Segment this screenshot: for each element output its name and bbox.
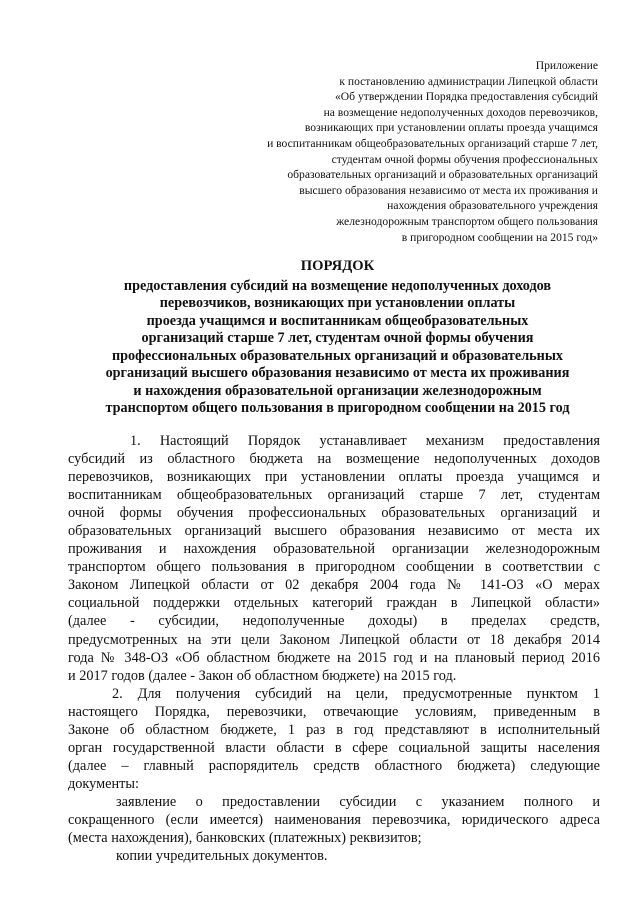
- paragraph-1: [68, 432, 600, 685]
- document-body: [68, 432, 600, 865]
- title-line: предоставления субсидий на возмещение недополученных доходов: [123, 277, 552, 294]
- text-line: сокращенного (если имеется) наименования перевозчика, юридического адреса: [68, 811, 600, 828]
- text-line: воспитанникам общеобразовательных организаций старше 7 лет, студентам: [68, 487, 600, 504]
- appendix-line: возникающих при установлении оплаты проезда учащимся: [304, 121, 598, 135]
- text-line: (места нахождения), банковских (платежных) реквизитов;: [68, 830, 422, 847]
- appendix-line: на возмещение недополученных доходов перевозчиков,: [323, 105, 598, 119]
- text-line: предусмотренных на эти цели Законом Липецкой области от 18 декабря 2014: [68, 631, 600, 648]
- text-line: (далее - субсидии, недополученные доходы) в пределах средств,: [68, 613, 600, 630]
- document-title: [70, 258, 605, 418]
- paragraph-3: [68, 793, 600, 847]
- title-line: и нахождения образовательной организации железнодорожным: [133, 382, 542, 399]
- appendix-line: в пригородном сообщении на 2015 год»: [401, 230, 598, 244]
- text-line: копии учредительных документов.: [116, 848, 328, 865]
- text-line: перевозчиков, возникающих при установлении оплаты проезда учащимся и: [68, 469, 600, 486]
- title-line: организаций старше 7 лет, студентам очной формы обучения: [141, 330, 534, 346]
- title-line: перевозчиков, возникающих при установлении оплаты: [159, 295, 516, 311]
- appendix-line: образовательных организаций и образовательных организаций: [287, 168, 598, 182]
- text-line: образовательных организаций высшего образования независимо от места их: [68, 523, 600, 540]
- text-line: транспортом общего пользования в пригородном сообщении в соответствии с: [68, 559, 600, 576]
- text-line: Законе об областном бюджете, 1 раз в год представляют в исполнительный: [68, 721, 600, 738]
- appendix-header: [178, 58, 598, 245]
- text-line: Законом Липецкой области от 02 декабря 2004 года № 141-ОЗ «О мерах: [68, 577, 600, 594]
- appendix-line: железнодорожным транспортом общего пользования: [336, 214, 598, 228]
- text-line: орган государственной власти области в сфере социальной защиты населения: [68, 739, 600, 756]
- paragraph-4: [68, 847, 600, 865]
- appendix-line: нахождения образовательного учреждения: [387, 199, 598, 213]
- text-line: социальной поддержки отдельных категорий граждан в Липецкой области»: [68, 595, 600, 612]
- appendix-line: Приложение: [535, 59, 598, 72]
- text-line: настоящего Порядка, перевозчики, отвечающие условиям, приведенным в: [68, 703, 600, 720]
- appendix-line: и воспитанникам общеобразовательных организаций старше 7 лет,: [267, 136, 598, 150]
- title-line: организаций высшего образования независимо от места их проживания: [105, 365, 570, 381]
- text-line: документы:: [68, 775, 139, 792]
- text-line: очной формы обучения профессиональных образовательных организаций и: [68, 505, 600, 522]
- appendix-line: студентам очной формы обучения профессиональных: [331, 152, 598, 166]
- text-line: 1. Настоящий Порядок устанавливает механизм предоставления: [130, 433, 600, 449]
- paragraph-2: [68, 685, 600, 793]
- appendix-line: к постановлению администрации Липецкой области: [339, 74, 598, 88]
- appendix-line: высшего образования независимо от места их проживания и: [299, 183, 598, 197]
- title-main: ПОРЯДОК: [300, 258, 375, 274]
- title-line: транспортом общего пользования в пригородном сообщении на 2015 год: [105, 400, 570, 416]
- text-line: проживания и нахождения образовательной организации железнодорожным: [68, 541, 600, 558]
- appendix-line: «Об утверждении Порядка предоставления субсидий: [334, 90, 598, 104]
- title-line: проезда учащимся и воспитанникам общеобразовательных: [146, 312, 529, 329]
- text-line: заявление о предоставлении субсидии с указанием полного и: [116, 793, 600, 810]
- text-line: и 2017 годов (далее - Закон об областном бюджете) на 2015 год.: [68, 667, 457, 684]
- text-line: (далее – главный распорядитель средств областного бюджета) следующие: [68, 757, 600, 774]
- title-line: профессиональных образовательных организаций и образовательных: [111, 347, 564, 364]
- text-line: субсидий из областного бюджета на возмещение недополученных доходов: [68, 451, 600, 468]
- text-line: года № 348-ОЗ «Об областном бюджете на 2015 год и на плановый период 2016: [68, 649, 600, 666]
- text-line: 2. Для получения субсидий на цели, предусмотренные пунктом 1: [112, 685, 600, 702]
